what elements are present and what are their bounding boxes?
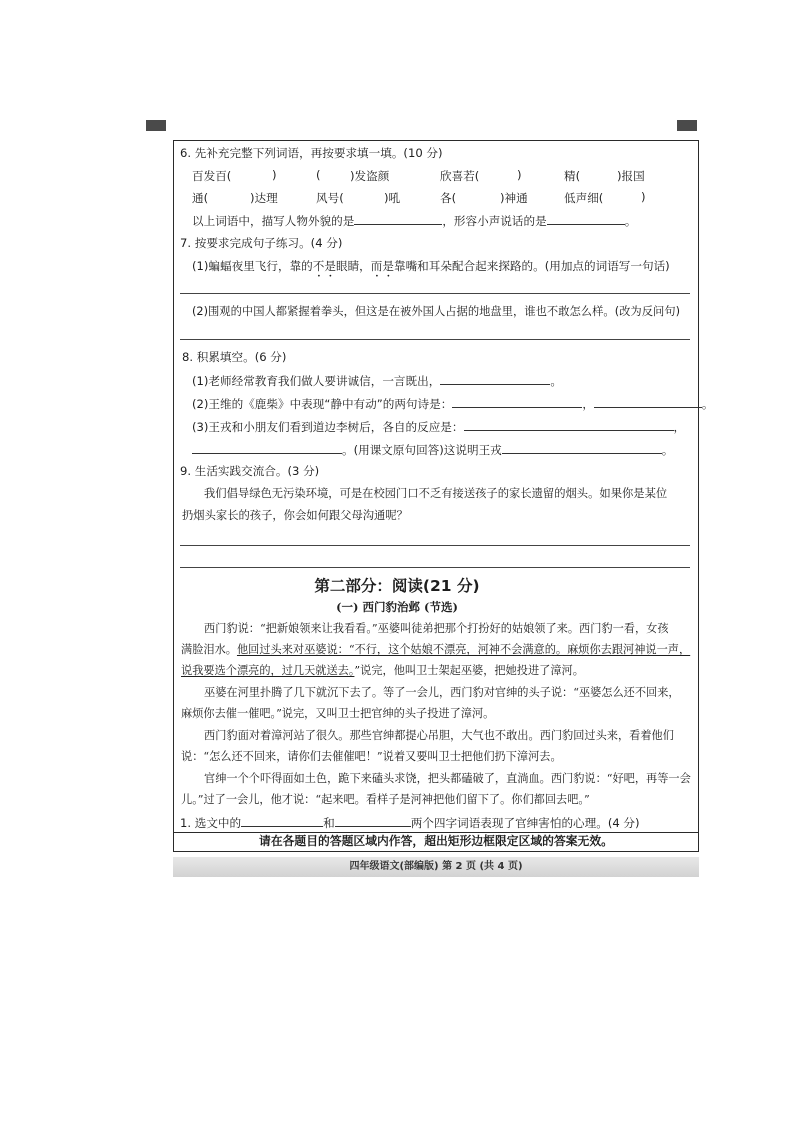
q8-item1-blank[interactable] bbox=[440, 372, 550, 385]
part2-title: 第二部分：阅读(21 分) bbox=[314, 577, 480, 595]
passage-p2-line2: 麻烦你去催一催吧。”说完，又叫卫士把官绅的头子投进了漳河。 bbox=[181, 707, 495, 720]
q6-word: ) bbox=[272, 168, 277, 182]
q8-item1 bbox=[192, 372, 562, 389]
q1-blank-a[interactable] bbox=[241, 814, 323, 827]
q6-word: ) bbox=[517, 168, 522, 182]
q6-fill-b-label: ，形容小声说话的是 bbox=[442, 214, 547, 228]
q8-item1-text: (1)老师经常教育我们做人要讲诚信，一言既出， bbox=[192, 374, 441, 388]
q8-item3b bbox=[192, 441, 673, 458]
q7-item1 bbox=[192, 258, 670, 280]
q9-title: 9. 生活实践交流合。(3 分) bbox=[180, 464, 320, 478]
passage-p1-line2 bbox=[181, 642, 690, 658]
q7-item2: (2)围观的中国人都紧握着拳头，但这是在被外国人占据的地盘里，谁也不敢怎么样。(改为反问句) bbox=[192, 305, 680, 318]
passage-p2-line1: 巫婆在河里扑腾了几下就沉下去了。等了一会儿，西门豹对官绅的头子说：“巫婆怎么还不回来， bbox=[204, 686, 680, 699]
q7-item1-dotted-2: 而是 bbox=[370, 259, 394, 273]
q8-item2-mid: ， bbox=[582, 397, 594, 411]
passage-p3-line1: 西门豹面对着漳河站了很久。那些官绅都提心吊胆，大气也不敢出。西门豹回过头来，看着他们 bbox=[204, 729, 674, 742]
q8-item3-blank-a[interactable] bbox=[464, 418, 674, 431]
q6-word: ) bbox=[641, 190, 646, 204]
answer-area-notice: 请在各题目的答题区域内作答，超出矩形边框限定区域的答案无效。 bbox=[173, 832, 699, 852]
q6-word: )吼 bbox=[384, 191, 401, 205]
q8-item3-text: (3)王戎和小朋友们看到道边李树后，各自的反应是： bbox=[192, 420, 464, 434]
q8-item3b-text: 。(用课文原句回答)这说明王戎 bbox=[342, 443, 502, 457]
passage-p1-line3-b: ”说完，他叫卫士架起巫婆，把她投进了漳河。 bbox=[354, 664, 584, 677]
passage-p1-underlined-2: 说我要选个漂亮的，过几天就送去。 bbox=[181, 664, 355, 677]
q6-fill-end: 。 bbox=[624, 214, 637, 228]
q1-line bbox=[180, 814, 640, 831]
q1-mid: 和 bbox=[323, 816, 335, 830]
q6-word: )发盗颜 bbox=[350, 169, 390, 183]
passage-p1-underlined-1: 他回过头来对巫婆说：“不行，这个姑娘不漂亮，河神不会满意的。麻烦你去跟河神说一声， bbox=[236, 643, 691, 656]
q8-item3b-end: 。 bbox=[661, 443, 674, 457]
q6-fill-a-blank[interactable] bbox=[354, 212, 442, 225]
q7-item1-dotted-1: 不是 bbox=[312, 259, 336, 273]
passage-p1-line1: 西门豹说：“把新娘领来让我看看。”巫婆叫徒弟把那个打扮好的姑娘领了来。西门豹一看，女孩 bbox=[204, 622, 669, 635]
q6-word: 精( bbox=[564, 169, 581, 183]
q6-fill-line bbox=[192, 212, 636, 229]
q8-item1-end: 。 bbox=[550, 374, 562, 388]
q6-fill-a-label: 以上词语中，描写人物外貌的是 bbox=[192, 214, 355, 228]
q7-item1-pre: (1)蝙蝠夜里飞行，靠的 bbox=[192, 259, 313, 273]
q8-item2-blank-a[interactable] bbox=[452, 395, 582, 408]
q8-title: 8. 积累填空。(6 分) bbox=[182, 350, 287, 364]
passage-title: (一) 西门豹治邺 (节选) bbox=[336, 600, 458, 614]
q7-item2-answer-line[interactable] bbox=[180, 339, 690, 340]
q6-word: 各( bbox=[440, 191, 457, 205]
q1-blank-b[interactable] bbox=[335, 814, 411, 827]
q9-answer-line-2[interactable] bbox=[180, 567, 690, 568]
q6-word: 百发百( bbox=[192, 169, 232, 183]
q8-item2-text: (2)王维的《鹿柴》中表现“静中有动”的两句诗是： bbox=[192, 397, 453, 411]
q7-title: 7. 按要求完成句子练习。(4 分) bbox=[180, 236, 343, 250]
q7-item1-post: 靠嘴和耳朵配合起来探路的。(用加点的词语写一句话) bbox=[393, 259, 670, 273]
q8-item2-blank-b[interactable] bbox=[594, 395, 702, 408]
q1-pre: 1. 选文中的 bbox=[180, 816, 242, 830]
q6-word: 低声细( bbox=[564, 191, 604, 205]
passage-p4-line2: 儿。”过了一会儿，他才说：“起来吧。看样子是河神把他们留下了。你们都回去吧。” bbox=[181, 793, 590, 806]
q8-item3 bbox=[192, 418, 685, 435]
passage-p4-line1: 官绅一个个吓得面如土色，跪下来磕头求饶，把头都磕破了，直淌血。西门豹说：“好吧，再等一会 bbox=[204, 772, 691, 785]
q6-word: )达理 bbox=[250, 191, 278, 205]
page-footer: 四年级语文(部编版) 第 2 页 (共 4 页) bbox=[173, 857, 699, 877]
q7-item1-mid: 眼睛， bbox=[335, 259, 371, 273]
passage-p3-line2: 说：“怎么还不回来，请你们去催催吧！”说着又要叫卫士把他们扔下漳河去。 bbox=[181, 750, 562, 763]
q9-answer-line-1[interactable] bbox=[180, 545, 690, 546]
q8-item2 bbox=[192, 395, 714, 412]
q6-word: 通( bbox=[192, 191, 209, 205]
q8-item3-blank-b[interactable] bbox=[192, 441, 342, 454]
q6-word: 风号( bbox=[316, 191, 344, 205]
q6-title: 6. 先补充完整下列词语，再按要求填一填。(10 分) bbox=[180, 146, 443, 160]
passage-p1-line3 bbox=[181, 663, 584, 679]
q8-item3-end: ， bbox=[673, 420, 686, 434]
q7-item1-answer-line[interactable] bbox=[180, 293, 690, 294]
q8-item2-end: 。 bbox=[701, 397, 714, 411]
passage-p1-line2-a: 满脸泪水。 bbox=[181, 643, 237, 656]
q6-word: 欣喜若( bbox=[440, 169, 480, 183]
q8-item3-blank-c[interactable] bbox=[502, 441, 662, 454]
q6-word: )神通 bbox=[500, 191, 528, 205]
q6-word: ( bbox=[316, 168, 321, 182]
q6-fill-b-blank[interactable] bbox=[547, 212, 625, 225]
q1-post: 两个四字词语表现了官绅害怕的心理。(4 分) bbox=[410, 816, 640, 830]
q9-line1: 我们倡导绿色无污染环境，可是在校园门口不乏有接送孩子的家长遗留的烟头。如果你是某位 bbox=[204, 487, 668, 500]
q6-word: )报国 bbox=[617, 169, 645, 183]
q9-line2: 扔烟头家长的孩子，你会如何跟父母沟通呢？ bbox=[182, 509, 408, 522]
